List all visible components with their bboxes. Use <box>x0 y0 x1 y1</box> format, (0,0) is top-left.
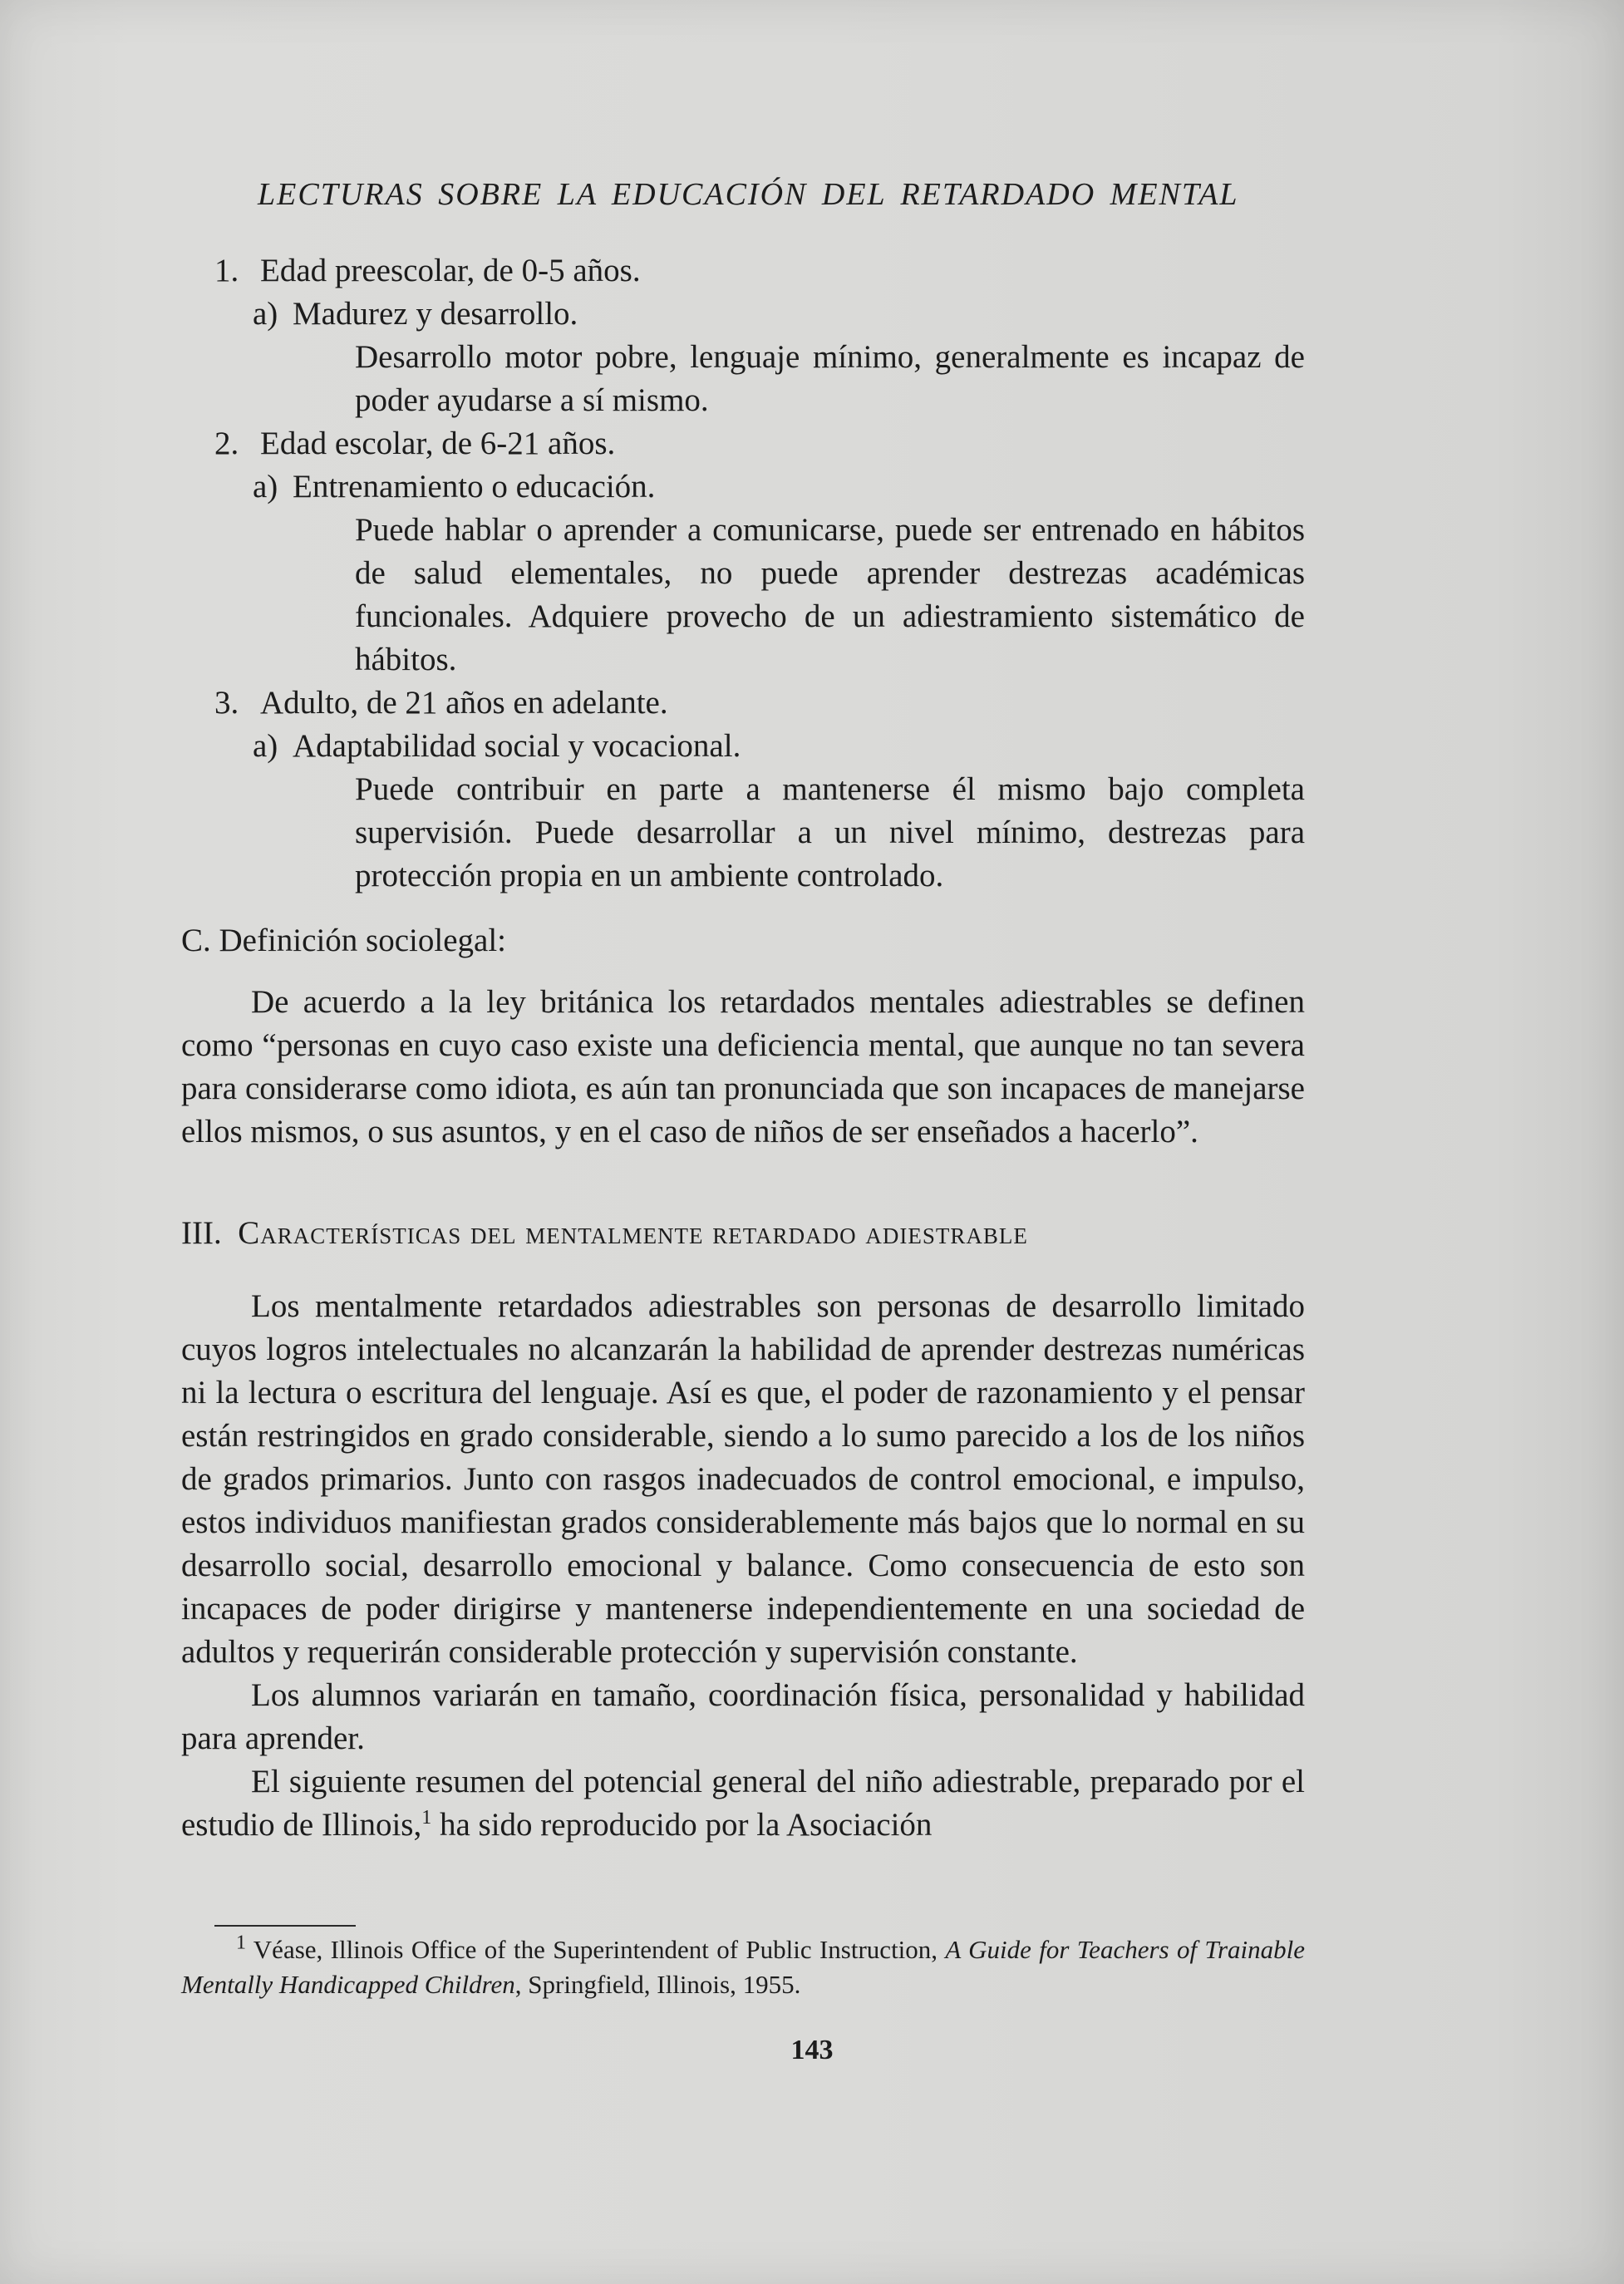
footnote-divider <box>214 1925 356 1927</box>
list-sub-3 <box>181 725 1305 768</box>
sub-title: Entrenamiento o educación. <box>293 469 656 505</box>
list-number: 1. <box>214 253 239 288</box>
list-item-1 <box>181 249 1305 293</box>
section-iii-paragraph-3 <box>181 1760 1305 1847</box>
list-desc-1: Desarrollo motor pobre, lenguaje mínimo, generalmente es incapaz de poder ayudarse a sí mismo. <box>355 339 1305 418</box>
section-iii-paragraph-2: Los alumnos variarán en tamaño, coordinación física, personalidad y habilidad para aprender. <box>181 1677 1305 1756</box>
paragraph-text: El siguiente resumen del potencial general del niño adiestrable, preparado por el estudio de Illinois, <box>181 1764 1305 1843</box>
section-iii-heading <box>181 1212 1305 1255</box>
list-desc-3: Puede contribuir en parte a mantenerse él mismo bajo completa supervisión. Puede desarrollar a un nivel mínimo, destrezas para protección propia en un ambiente controlado. <box>355 771 1305 893</box>
list-sub-2 <box>181 465 1305 509</box>
body-text <box>181 249 1305 1847</box>
paragraph-text-continued: ha sido reproducido por la Asociación <box>431 1807 933 1843</box>
footnote-book-title: A Guide for Teachers of Trainable Mentally Handicapped Children <box>181 1935 1305 1999</box>
footnote <box>181 1932 1305 2002</box>
section-c-heading: C. Definición sociolegal: <box>181 923 506 958</box>
page-number: 143 <box>790 2035 834 2065</box>
section-numeral: III. <box>181 1215 222 1251</box>
sub-label: a) <box>253 469 278 505</box>
list-title: Edad escolar, de 6-21 años. <box>260 426 616 461</box>
sub-title: Madurez y desarrollo. <box>293 296 578 332</box>
list-item-3 <box>181 682 1305 725</box>
list-number: 3. <box>214 685 239 721</box>
list-title: Adulto, de 21 años en adelante. <box>260 685 668 721</box>
list-title: Edad preescolar, de 0-5 años. <box>260 253 641 288</box>
running-title: LECTURAS SOBRE LA EDUCACIÓN DEL RETARDADO MENTAL <box>258 177 1239 212</box>
footnote-marker: 1 <box>236 1932 246 1954</box>
footnote-text: Véase, Illinois Office of the Superintendent of Public Instruction, <box>246 1935 946 1964</box>
list-sub-1 <box>181 293 1305 336</box>
sub-label: a) <box>253 296 278 332</box>
list-item-2 <box>181 422 1305 465</box>
list-desc-2: Puede hablar o aprender a comunicarse, puede ser entrenado en hábitos de salud elementales, no puede aprender destrezas académicas funcionales. Adquiere provecho de un adiestramiento sistemático de hábitos. <box>355 512 1305 677</box>
sub-title: Adaptabilidad social y vocacional. <box>293 728 741 764</box>
footnote-text-end: , Springfield, Illinois, 1955. <box>514 1970 801 1999</box>
footnote-reference: 1 <box>421 1807 432 1829</box>
sub-label: a) <box>253 728 278 764</box>
list-number: 2. <box>214 426 239 461</box>
section-c-paragraph: De acuerdo a la ley británica los retardados mentales adiestrables se definen como “personas en cuyo caso existe una deficiencia mental, que aunque no tan severa para considerarse como idiota, es aún tan pronunciada que son incapaces de manejarse ellos mismos, o sus asuntos, y en el caso de niños de ser enseñados a hacerlo”. <box>181 984 1305 1149</box>
section-iii-paragraph-1: Los mentalmente retardados adiestrables son personas de desarrollo limitado cuyos logros intelectuales no alcanzarán la habilidad de aprender destrezas numéricas ni la lectura o escritura del lenguaje. Así es que, el poder de razonamiento y el pensar están restringidos en grado considerable, siendo a lo sumo parecido a los de los niños de grados primarios. Junto con rasgos inadecuados de control emocional, e impulso, estos individuos manifiestan grados considerablemente más bajos que lo normal en su desarrollo social, desarrollo emocional y balance. Como consecuencia de esto son incapaces de poder dirigirse y mantenerse independientemente en una sociedad de adultos y requerirán considerable protección y supervisión constante. <box>181 1288 1305 1670</box>
section-title: Características del mentalmente retardado adiestrable <box>238 1215 1028 1251</box>
